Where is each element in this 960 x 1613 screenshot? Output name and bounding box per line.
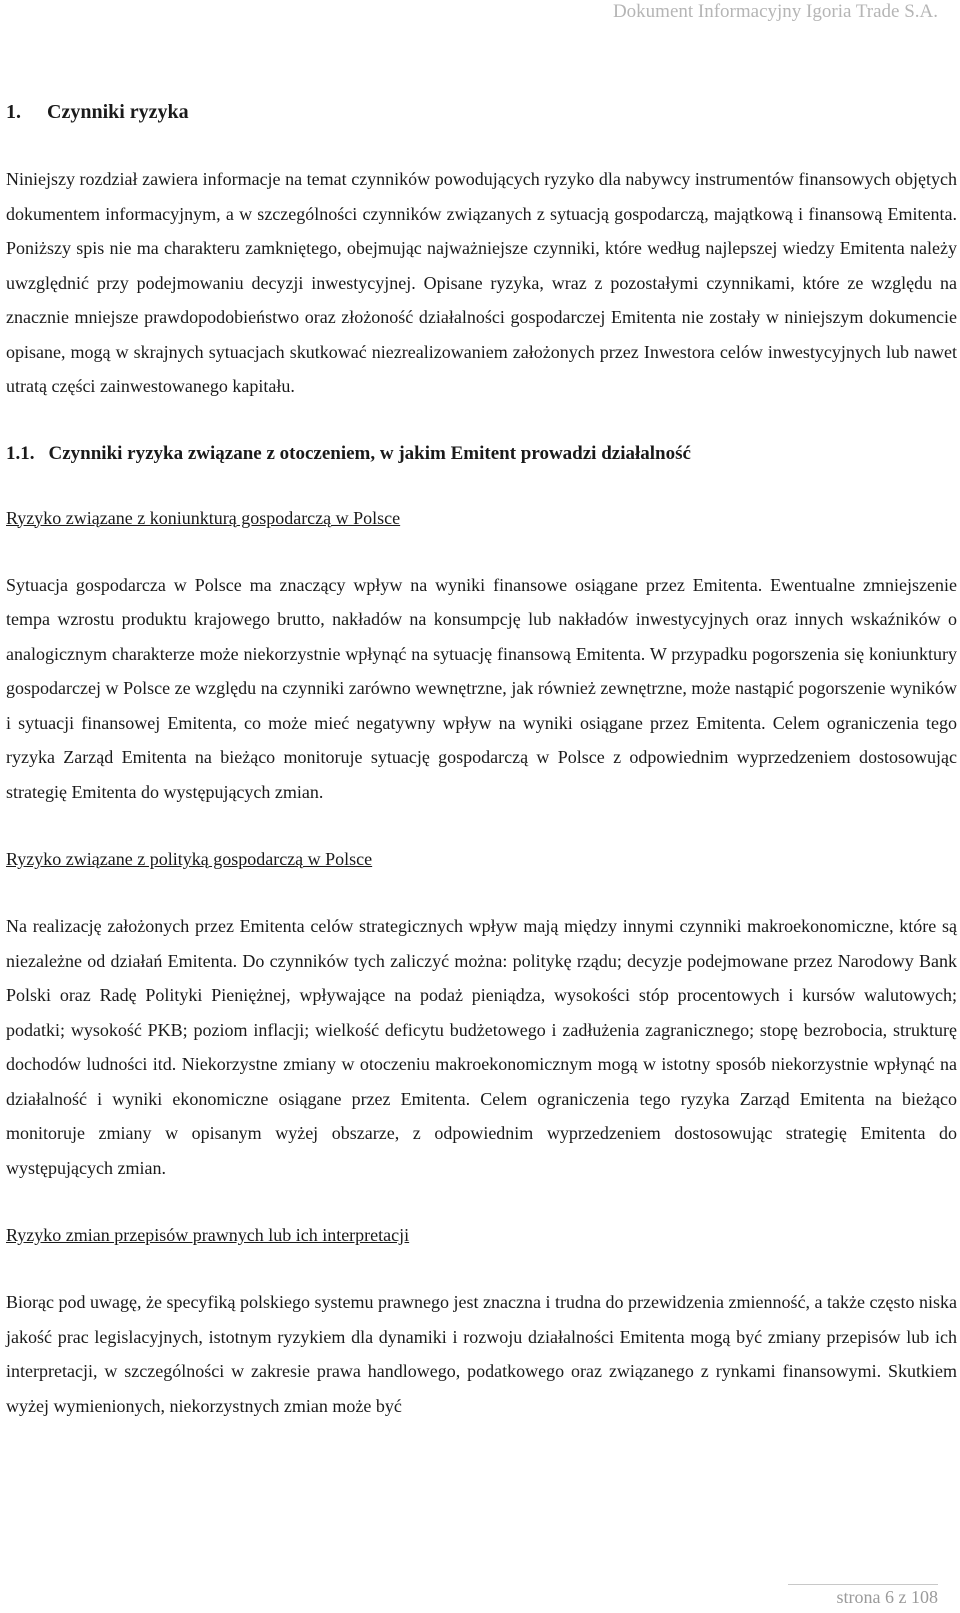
- section-title: Czynniki ryzyka: [47, 101, 189, 123]
- intro-paragraph: Niniejszy rozdział zawiera informacje na temat czynników powodujących ryzyko dla nabywcy instrumentów finansowych objętych dokumentem informacyjnym, a w szczególności czynników związanych z sytuacją gospodarczą, majątkową i finansową Emitenta. Poniższy spis nie ma charakteru zamkniętego, obejmując najważniejsze czynniki, które według najlepszej wiedzy Emitenta należy uwzględnić przy podejmowaniu decyzji inwestycyjnej. Opisane ryzyka, wraz z pozostałymi czynnikami, które ze względu na znacznie mniejsze prawdopodobieństwo oraz złożoność działalności gospodarczej Emitenta nie zostały w niniejszym dokumencie opisane, mogą w skrajnych sytuacjach skutkować niezrealizowaniem założonych przez Inwestora celów inwestycyjnych lub nawet utratą części zainwestowanego kapitału.: [6, 169, 957, 396]
- section-number: 1.: [6, 101, 21, 123]
- page-number: strona 6 z 108: [836, 1587, 938, 1607]
- risk-heading-policy: Ryzyko związane z polityką gospodarczą w Polsce: [6, 849, 373, 869]
- subsection-heading: [6, 440, 957, 468]
- subsection-title: Czynniki ryzyka związane z otoczeniem, w jakim Emitent prowadzi działalność: [48, 442, 691, 464]
- risk-heading-legal: Ryzyko zmian przepisów prawnych lub ich interpretacji: [6, 1225, 410, 1245]
- running-header: Dokument Informacyjny Igoria Trade S.A.: [612, 1, 938, 22]
- risk-body-legal: Biorąc pod uwagę, że specyfiką polskiego systemu prawnego jest znaczna i trudna do przewidzenia zmienność, a także często niska jakość prac legislacyjnych, istotnym ryzykiem dla dynamiki i rozwoju działalności Emitenta mogą być zmiany przepisów lub ich interpretacji, w szczególności w zakresie prawa handlowego, podatkowego oraz związanego z rynkami finansowymi. Skutkiem wyżej wymienionych, niekorzystnych zmian może być: [6, 1292, 957, 1416]
- subsection-number: 1.1.: [6, 442, 35, 464]
- risk-heading-economy: Ryzyko związane z koniunkturą gospodarczą w Polsce: [6, 507, 401, 528]
- risk-body-economy: Sytuacja gospodarcza w Polsce ma znaczący wpływ na wyniki finansowe osiągane przez Emitenta. Ewentualne zmniejszenie tempa wzrostu produktu krajowego brutto, nakładów na konsumpcję lub nakładów inwestycyjnych oraz innych wskaźników o analogicznym charakterze może niekorzystnie wpłynąć na sytuację finansową Emitenta. W przypadku pogorszenia się koniunktury gospodarczej w Polsce ze względu na czynniki zarówno wewnętrzne, jak również zewnętrzne, może nastąpić pogorszenie wyników i sytuacji finansowej Emitenta, co może mieć negatywny wpływ na wyniki osiągane przez Emitenta. Celem ograniczenia tego ryzyka Zarząd Emitenta na bieżąco monitoruje sytuację gospodarczą w Polsce z odpowiednim wyprzedzeniem dostosowując strategię Emitenta do występujących zmian.: [6, 574, 957, 802]
- risk-body-policy: Na realizację założonych przez Emitenta celów strategicznych wpływ mają między innymi czynniki makroekonomiczne, które są niezależne od działań Emitenta. Do czynników tych zaliczyć można: politykę rządu; decyzje podejmowane przez Narodowy Bank Polski oraz Radę Polityki Pieniężnej, wpływające na podaż pieniądza, wysokości stóp procentowych i kursów walutowych; podatki; wysokość PKB; poziom inflacji; wielkość deficytu budżetowego i zadłużenia zagranicznego; stopę bezrobocia, strukturę dochodów ludności itd. Niekorzystne zmiany w otoczeniu makroekonomicznym mogą w istotny sposób niekorzystnie wpłynąć na działalność i wyniki ekonomiczne osiągane przez Emitenta. Celem ograniczenia tego ryzyka Zarząd Emitenta na bieżąco monitoruje zmiany w opisanym wyżej obszarze, z odpowiednim wyprzedzeniem dostosowując strategię Emitenta do występujących zmian.: [6, 916, 957, 1178]
- section-heading: [6, 98, 957, 126]
- document-body: [6, 98, 957, 1423]
